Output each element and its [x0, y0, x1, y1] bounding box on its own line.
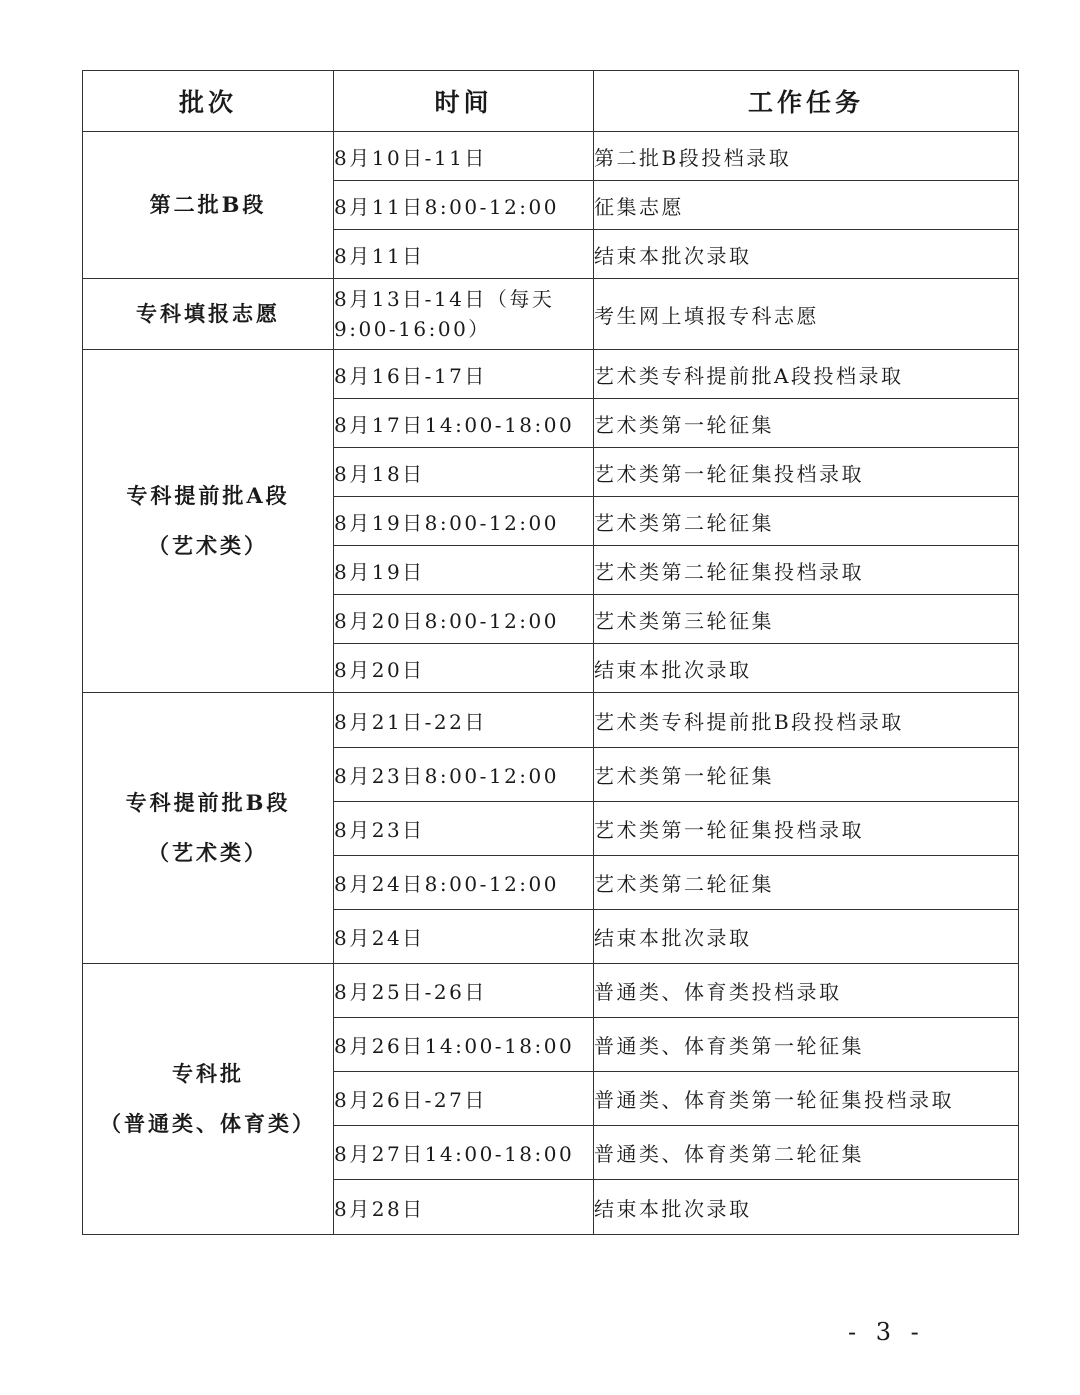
task-cell: 结束本批次录取	[594, 230, 1019, 279]
time-cell: 8月17日14:00-18:00	[334, 399, 594, 448]
time-cell: 8月20日8:00-12:00	[334, 595, 594, 644]
task-cell: 艺术类第一轮征集投档录取	[594, 448, 1019, 497]
time-cell: 8月27日14:00-18:00	[334, 1126, 594, 1180]
time-cell: 8月23日	[334, 802, 594, 856]
time-cell: 8月24日	[334, 910, 594, 964]
task-cell: 第二批B段投档录取	[594, 132, 1019, 181]
batch-cell	[83, 964, 334, 1235]
table-body	[83, 132, 1019, 1235]
batch-cell	[83, 279, 334, 350]
table-row	[83, 964, 1019, 1018]
header-batch: 批次	[83, 71, 334, 132]
task-cell: 结束本批次录取	[594, 644, 1019, 693]
batch-name-line: （艺术类）	[148, 533, 268, 558]
time-cell: 8月19日	[334, 546, 594, 595]
batch-name-line: 专科提前批A段	[126, 483, 290, 508]
batch-name-line: 专科提前批B段	[125, 790, 291, 815]
task-cell: 普通类、体育类第一轮征集	[594, 1018, 1019, 1072]
batch-cell	[83, 350, 334, 693]
batch-cell	[83, 693, 334, 964]
task-cell: 结束本批次录取	[594, 1180, 1019, 1235]
admission-schedule-table	[82, 70, 1019, 1235]
table-row	[83, 279, 1019, 350]
table-row	[83, 350, 1019, 399]
batch-cell	[83, 132, 334, 279]
time-cell: 8月13日-14日（每天9:00-16:00）	[334, 279, 594, 350]
task-cell: 艺术类第二轮征集	[594, 856, 1019, 910]
task-cell: 艺术类第一轮征集	[594, 399, 1019, 448]
table-row	[83, 693, 1019, 748]
batch-name-line: （普通类、体育类）	[100, 1111, 316, 1136]
header-time: 时间	[334, 71, 594, 132]
time-cell: 8月18日	[334, 448, 594, 497]
task-cell: 普通类、体育类第一轮征集投档录取	[594, 1072, 1019, 1126]
page-number: - 3 -	[848, 1318, 925, 1346]
time-cell: 8月11日8:00-12:00	[334, 181, 594, 230]
batch-name-line: 专科填报志愿	[136, 301, 280, 326]
time-cell: 8月28日	[334, 1180, 594, 1235]
task-cell: 艺术类专科提前批B段投档录取	[594, 693, 1019, 748]
task-cell: 普通类、体育类投档录取	[594, 964, 1019, 1018]
time-cell: 8月16日-17日	[334, 350, 594, 399]
task-cell: 普通类、体育类第二轮征集	[594, 1126, 1019, 1180]
task-cell: 艺术类第二轮征集投档录取	[594, 546, 1019, 595]
time-cell: 8月11日	[334, 230, 594, 279]
task-cell: 艺术类第二轮征集	[594, 497, 1019, 546]
time-cell: 8月24日8:00-12:00	[334, 856, 594, 910]
task-cell: 艺术类专科提前批A段投档录取	[594, 350, 1019, 399]
table-header-row	[83, 71, 1019, 132]
task-cell: 艺术类第一轮征集投档录取	[594, 802, 1019, 856]
time-cell: 8月25日-26日	[334, 964, 594, 1018]
batch-name-line: 第二批B段	[149, 192, 267, 217]
batch-name-line: 专科批	[172, 1061, 244, 1086]
time-cell: 8月20日	[334, 644, 594, 693]
task-cell: 考生网上填报专科志愿	[594, 279, 1019, 350]
batch-name-line: （艺术类）	[148, 840, 268, 865]
time-cell: 8月19日8:00-12:00	[334, 497, 594, 546]
time-cell: 8月23日8:00-12:00	[334, 748, 594, 802]
time-cell: 8月10日-11日	[334, 132, 594, 181]
task-cell: 艺术类第一轮征集	[594, 748, 1019, 802]
table-row	[83, 132, 1019, 181]
time-cell: 8月26日-27日	[334, 1072, 594, 1126]
task-cell: 艺术类第三轮征集	[594, 595, 1019, 644]
time-cell: 8月26日14:00-18:00	[334, 1018, 594, 1072]
header-task: 工作任务	[594, 71, 1019, 132]
task-cell: 征集志愿	[594, 181, 1019, 230]
task-cell: 结束本批次录取	[594, 910, 1019, 964]
time-cell: 8月21日-22日	[334, 693, 594, 748]
